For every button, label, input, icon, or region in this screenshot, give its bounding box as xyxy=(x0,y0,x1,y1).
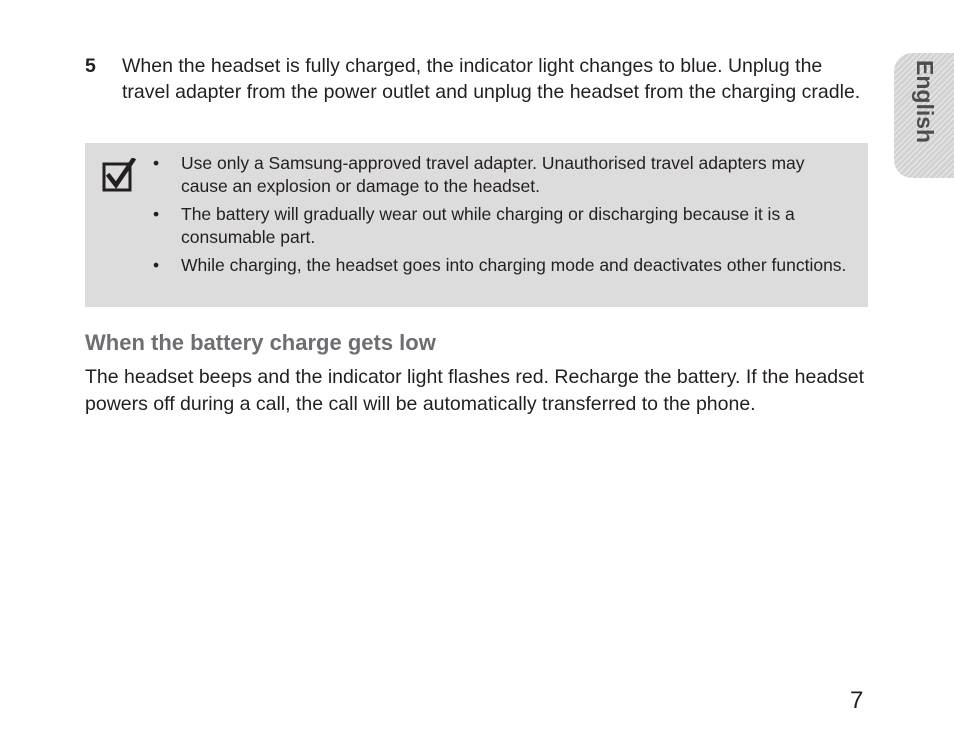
note-item xyxy=(151,152,851,197)
section-heading: When the battery charge gets low xyxy=(85,330,436,355)
note-box xyxy=(85,143,868,307)
bullet: • xyxy=(153,153,160,173)
note-list xyxy=(151,152,851,283)
step-5 xyxy=(85,53,865,105)
language-tab-label: English xyxy=(912,60,938,144)
note-item-text: The battery will gradually wear out while charging or discharging because it is a consumable part. xyxy=(181,204,795,247)
bullet: • xyxy=(153,204,160,224)
checkbox-check-icon xyxy=(102,158,136,192)
note-item-text: Use only a Samsung-approved travel adapter. Unauthorised travel adapters may cause an explosion or damage to the headset. xyxy=(181,153,805,196)
note-item xyxy=(151,203,851,248)
bullet: • xyxy=(153,255,160,275)
note-item xyxy=(151,254,851,277)
step-text: When the headset is fully charged, the indicator light changes to blue. Unplug the travel adapter from the power outlet and unplug the headset from the charging cradle. xyxy=(122,55,861,103)
note-item-text: While charging, the headset goes into charging mode and deactivates other functions. xyxy=(181,255,847,275)
page-number: 7 xyxy=(850,687,864,714)
step-number: 5 xyxy=(85,55,96,77)
section-body: The headset beeps and the indicator light flashes red. Recharge the battery. If the headset powers off during a call, the call will be automatically transferred to the phone. xyxy=(85,366,865,415)
